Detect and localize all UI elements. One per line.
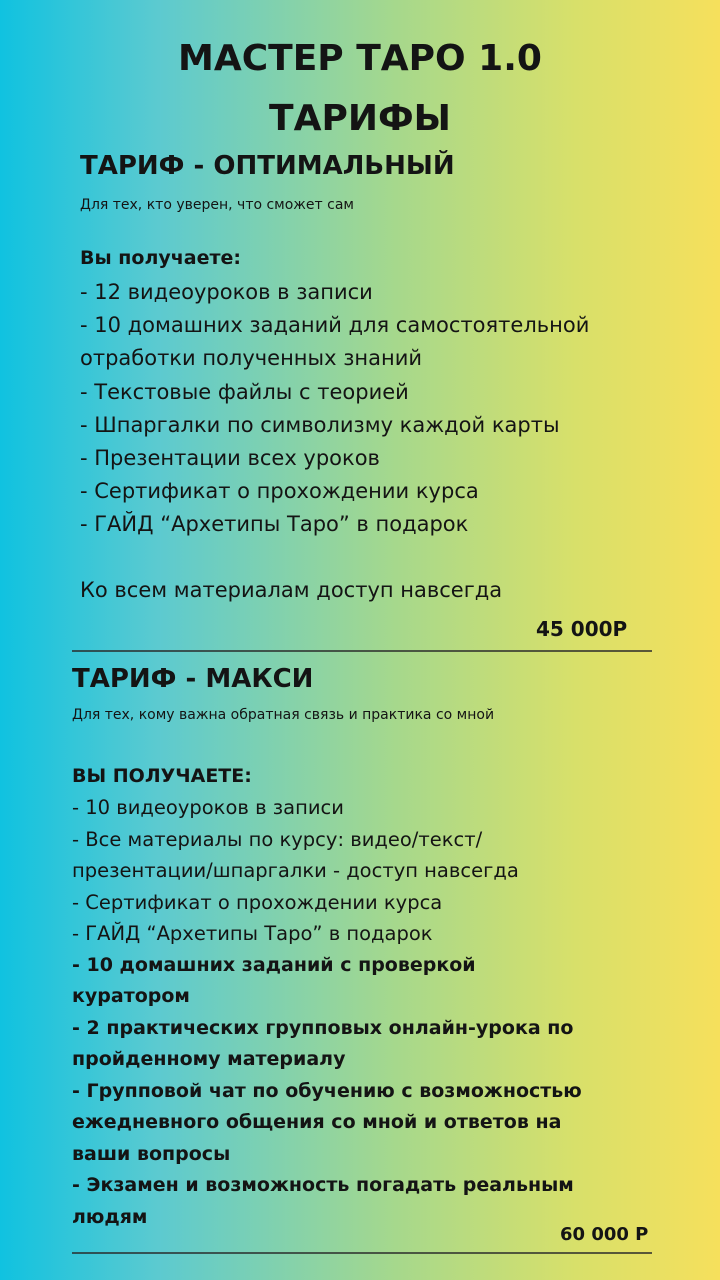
list-item: - ГАЙД “Архетипы Таро” в подарок [72,922,433,945]
list-item: - 10 домашних заданий для самостоятельной [80,313,590,338]
list-item: - Шпаргалки по символизму каждой карты [80,412,560,437]
list-item: - Групповой чат по обучению с возможностью [72,1079,582,1102]
list-item: презентации/шпаргалки - доступ навсегда [72,859,519,882]
tariff-optimal-price: 45 000Р [536,617,628,641]
list-item: ежедневного общения со мной и ответов на [72,1111,562,1133]
page-subtitle: ТАРИФЫ [269,98,451,139]
tariff-optimal-subtitle: Для тех, кто уверен, что сможет сам [80,197,354,213]
list-item: - 12 видеоуроков в записи [80,280,373,304]
list-item: - Все материалы по курсу: видео/текст/ [72,827,483,851]
tariff-maxi-name: ТАРИФ - МАКСИ [72,664,314,694]
list-item: - 10 домашних заданий с проверкой [72,953,476,976]
list-item: - Текстовые файлы с теорией [80,379,409,404]
list-item: - Сертификат о прохождении курса [80,479,479,504]
tariff-maxi-get-label: ВЫ ПОЛУЧАЕТЕ: [72,765,252,787]
divider [72,650,652,652]
list-item: людям [72,1205,148,1228]
page-title: МАСТЕР ТАРО 1.0 [178,38,542,79]
list-item: пройденному материалу [72,1048,346,1070]
divider [72,1252,652,1254]
tariff-optimal-get-label: Вы получаете: [80,247,242,269]
tariff-optimal-access: Ко всем материалам доступ навсегда [80,578,503,602]
list-item: - 10 видеоуроков в записи [72,796,344,819]
tariff-maxi-items [72,792,582,1233]
list-item: - Экзамен и возможность погадать реальным [72,1174,574,1196]
tariff-maxi-price: 60 000 Р [560,1224,649,1245]
list-item: ваши вопросы [72,1142,231,1165]
list-item: - 2 практических групповых онлайн-урока по [72,1016,574,1039]
list-item: - Презентации всех уроков [80,446,380,471]
tariff-optimal-name: ТАРИФ - ОПТИМАЛЬНЫЙ [80,151,455,181]
list-item: отработки полученных знаний [80,346,423,371]
tariff-maxi-subtitle: Для тех, кому важна обратная связь и практика со мной [72,707,495,723]
list-item: - Сертификат о прохождении курса [72,890,443,914]
list-item: - ГАЙД “Архетипы Таро” в подарок [80,512,469,537]
tariff-optimal-items [80,276,589,542]
list-item: куратором [72,985,190,1007]
